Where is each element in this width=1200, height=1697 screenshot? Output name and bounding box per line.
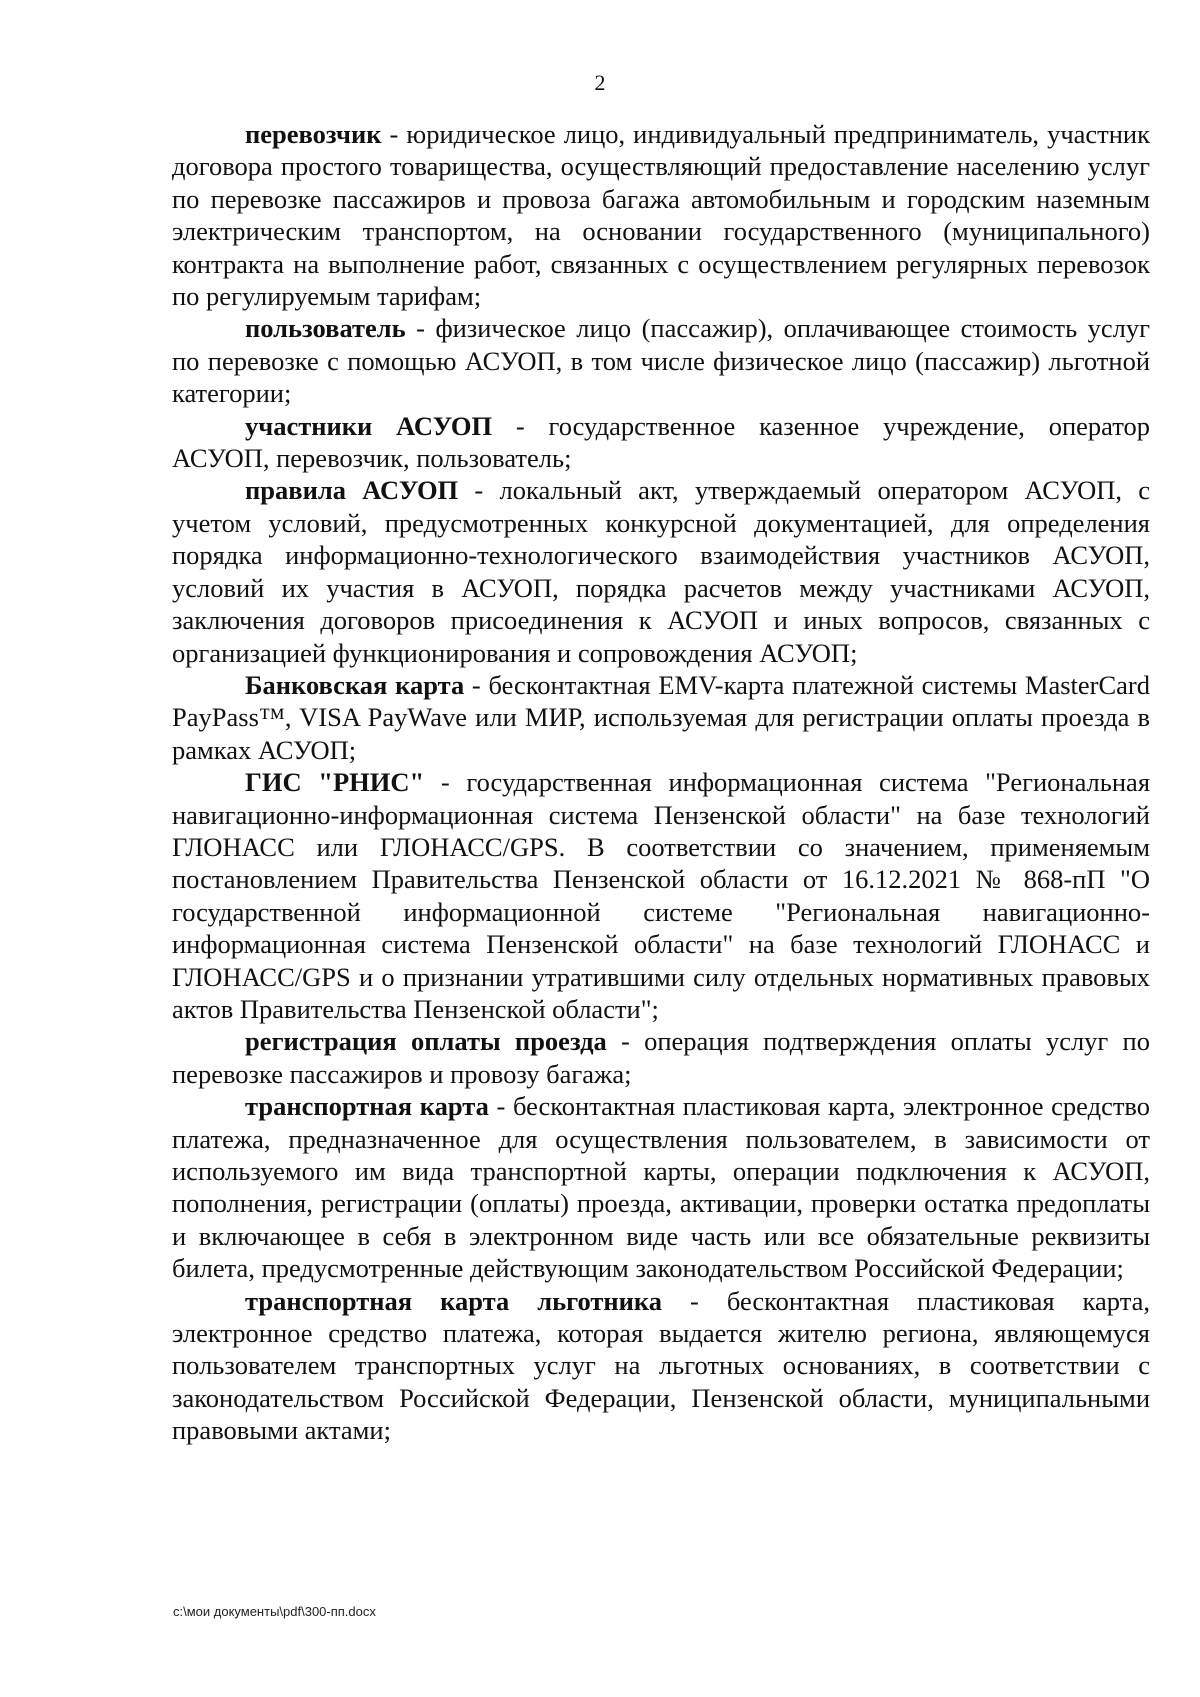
definition-fare-registration — [172, 1025, 1150, 1090]
definition-user — [172, 312, 1150, 409]
definition-text: - юридическое лицо, индивидуальный предприниматель, участник договора простого товарищества, осуществляющий предоставление населению услуг по перевозке пассажиров и провоза багажа автомобильным и городским наземным электрическим транспортом, на основании государственного (муниципального) контракта на выполнение работ, связанных с осуществлением регулярных перевозок по регулируемым тарифам; — [172, 119, 1150, 312]
definition-bank-card — [172, 669, 1150, 766]
definition-participants — [172, 410, 1150, 475]
definition-term: транспортная карта льготника — [245, 1285, 663, 1316]
definition-rules — [172, 474, 1150, 668]
footer-file-path: c:\мои документы\pdf\300-пп.docx — [173, 1604, 376, 1619]
definition-transport-card — [172, 1090, 1150, 1284]
definition-term: правила АСУОП — [245, 475, 459, 506]
definition-term: перевозчик — [245, 119, 382, 149]
definition-text: - бесконтактная EMV-карта платежной системы MasterCard PayPass™, VISA PayWave или МИР, используемая для регистрации оплаты проезда в рамках АСУОП; — [172, 669, 1150, 765]
definition-text: - локальный акт, утверждаемый оператором АСУОП, с учетом условий, предусмотренных конкурсной документацией, для определения порядка информационно-технологического взаимодействия участников АСУОП, условий их участия в АСУОП, порядка расчетов между участниками АСУОП, заключения договоров присоединения к АСУОП и иных вопросов, связанных с организацией функционирования и сопровождения АСУОП; — [172, 475, 1150, 668]
definition-term: ГИС "РНИС" — [245, 767, 425, 798]
definition-carrier — [172, 118, 1150, 312]
definition-term: транспортная карта — [245, 1091, 489, 1122]
definition-text: - бесконтактная пластиковая карта, электронное средство платежа, которая выдается жителю региона, являющемуся пользователем транспортных услуг на льготных основаниях, в соответствии с законодательством Российской Федерации, Пензенской области, муниципальными правовыми актами; — [172, 1285, 1150, 1446]
definition-text: - физическое лицо (пассажир), оплачивающее стоимость услуг по перевозке с помощью АСУОП, в том числе физическое лицо (пассажир) льготной категории; — [172, 313, 1150, 409]
definition-term: участники АСУОП — [245, 410, 493, 441]
document-body — [172, 118, 1150, 1447]
definition-text: - бесконтактная пластиковая карта, электронное средство платежа, предназначенное для осуществления пользователем, в зависимости от используемого им вида транспортной карты, операции подключения к АСУОП, пополнения, регистрации (оплаты) проезда, активации, проверки остатка предоплаты и включающее в себя в электронном виде часть или все обязательные реквизиты билета, предусмотренные действующим законодательством Российской Федерации; — [172, 1091, 1150, 1284]
definition-text: - операция подтверждения оплаты услуг по перевозке пассажиров и провозу багажа; — [172, 1026, 1150, 1089]
definition-term: Банковская карта — [245, 669, 465, 700]
definition-benefit-card — [172, 1285, 1150, 1447]
definition-text: - государственная информационная система "Региональная навигационно-информационная система Пензенской области" на базе технологий ГЛОНАСС или ГЛОНАСС/GPS. В соответствии со значением, применяемым постановлением Правительства Пензенской области от 16.12.2021 № 868-пП "О государственной информационной системе "Региональная навигационно-информационная система Пензенской области" на базе технологий ГЛОНАСС и ГЛОНАСС/GPS и о признании утратившими силу отдельных нормативных правовых актов Правительства Пензенской области"; — [172, 767, 1151, 1024]
definition-term: регистрация оплаты проезда — [245, 1026, 607, 1057]
definition-text: - государственное казенное учреждение, оператор АСУОП, перевозчик, пользователь; — [172, 410, 1150, 474]
definition-gis-rnis — [172, 766, 1150, 1025]
definition-term: пользователь — [245, 313, 406, 344]
page-number: 2 — [594, 70, 606, 95]
